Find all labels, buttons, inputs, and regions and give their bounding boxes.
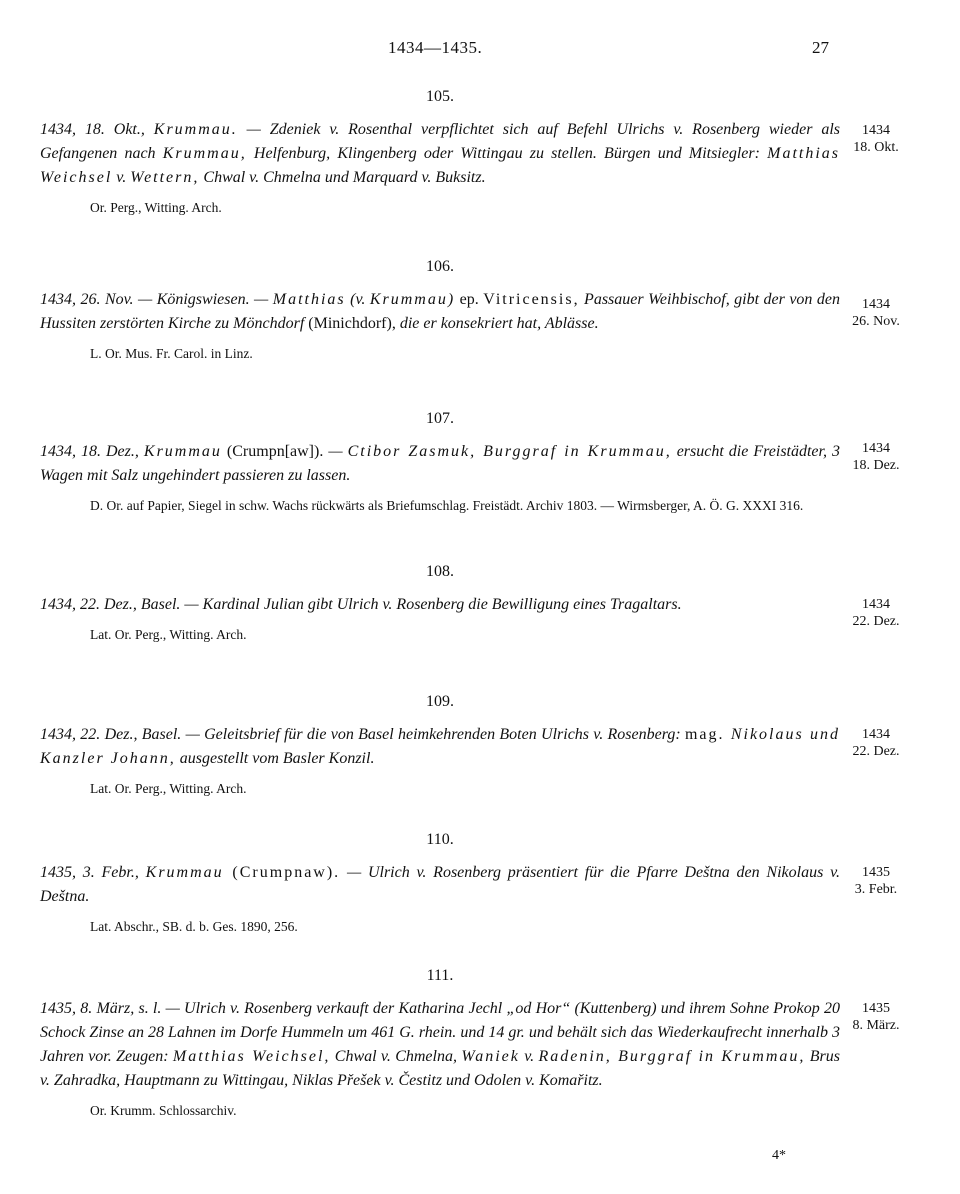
margin-day: 26. Nov. xyxy=(852,314,900,329)
regest-text xyxy=(40,288,840,336)
upright-text: mag. xyxy=(684,726,731,743)
margin-date-110 xyxy=(846,864,906,898)
date-place: 1434, 26. Nov. — Königswiesen. — xyxy=(40,291,273,308)
regest-text xyxy=(40,723,840,771)
entry-106 xyxy=(40,258,840,363)
margin-date-105 xyxy=(846,122,906,156)
entry-109 xyxy=(40,693,840,798)
place-name: Krummau xyxy=(143,443,222,460)
source-note: Or. Perg., Witting. Arch. xyxy=(90,200,222,215)
entry-110 xyxy=(40,831,840,936)
person-name: Wettern, xyxy=(130,169,200,186)
person-name: Waniek xyxy=(461,1048,520,1065)
regest-fragment: ausgestellt vom Basler Konzil. xyxy=(175,750,375,767)
margin-year: 1435 xyxy=(862,1001,890,1016)
margin-day: 18. Okt. xyxy=(853,140,899,155)
regest-text xyxy=(40,118,840,190)
person-name: Ctibor Zasmuk, Burggraf in Krummau, xyxy=(347,443,672,460)
regest-fragment: Passauer Weihbischof, gibt der von den Hussiten zerstörten Kirche zu Mönchdorf xyxy=(40,291,840,332)
entry-number: 105. xyxy=(426,88,454,105)
place-name: Krummau. xyxy=(153,121,238,138)
margin-year: 1434 xyxy=(862,297,890,312)
person-name: Matthias Weichsel xyxy=(40,145,841,186)
sheet-signature: 4* xyxy=(772,1148,786,1163)
regest-fragment: Helfenburg, Klingenberg oder Wittingau zu stellen. Bürgen und Mitsiegler: xyxy=(246,145,768,162)
date-place: 1434, 18. Dez., xyxy=(40,443,144,460)
entry-105 xyxy=(40,88,840,217)
regest-text: 1434, 22. Dez., Basel. — Kardinal Julian gibt Ulrich v. Rosenberg die Bewilligung eines Tragaltars. xyxy=(40,596,682,613)
place-name: Krummau xyxy=(145,864,224,881)
margin-year: 1434 xyxy=(862,597,890,612)
upright-text: (Crumpn[aw]). xyxy=(221,443,324,460)
margin-date-108 xyxy=(846,596,906,630)
person-name: Nikolaus und Kanzler Johann, xyxy=(40,726,841,767)
regest-fragment: 1434, 22. Dez., Basel. — Geleitsbrief für die von Basel heimkehrenden Boten Ulrichs v. Rosenberg: xyxy=(40,726,685,743)
regest-fragment: — xyxy=(323,443,348,460)
margin-year: 1434 xyxy=(862,727,890,742)
entry-number: 111. xyxy=(426,967,454,984)
margin-year: 1434 xyxy=(862,123,890,138)
margin-day: 3. Febr. xyxy=(854,882,898,897)
regest-fragment: v. xyxy=(112,169,131,186)
regest-fragment: 1435, 8. März, s. l. — Ulrich v. Rosenberg verkauft der Katharina Jechl „od Hor“ (Kuttenberg) und ihrem Sohne Prokop 20 Schock Zinse an 28 Lahnen im Dorfe Hummeln um 461 G. rhein. und 14 gr. und behält sich das Wiederkaufrecht innerhalb 3 Jahren vor. Zeugen: xyxy=(40,1000,840,1065)
regest-fragment: Chwal v. Chmelna und Marquard v. Buksitz. xyxy=(199,169,486,186)
regest-fragment: (v. xyxy=(345,291,370,308)
entry-107 xyxy=(40,410,840,515)
margin-year: 1434 xyxy=(862,441,890,456)
running-head: 1434—1435. xyxy=(388,38,483,57)
regest-fragment: die er konsekriert hat, Ablässe. xyxy=(395,315,599,332)
regest-text xyxy=(40,440,840,488)
person-name: Radenin, Burggraf in Krummau, xyxy=(538,1048,806,1065)
margin-day: 22. Dez. xyxy=(852,744,900,759)
regest-fragment: ersucht die Freistädter, 3 Wagen mit Salz ungehindert passieren zu lassen. xyxy=(40,443,840,484)
regest-fragment: Chwal v. Chmelna, xyxy=(330,1048,462,1065)
regest-text xyxy=(40,861,840,909)
upright-text: ep. xyxy=(459,291,484,308)
source-note: Lat. Or. Perg., Witting. Arch. xyxy=(90,627,247,642)
margin-day: 18. Dez. xyxy=(852,458,900,473)
regest-fragment: — Zdeniek v. Rosenthal verpflichtet sich auf Befehl Ulrichs v. Rosenberg wieder als Gefangenen nach xyxy=(40,121,840,162)
place-name: Krummau) xyxy=(369,291,456,308)
margin-date-111 xyxy=(846,1000,906,1034)
margin-date-106 xyxy=(846,296,906,330)
entry-108 xyxy=(40,563,840,644)
source-note: Lat. Or. Perg., Witting. Arch. xyxy=(90,781,247,796)
regest-fragment: — Ulrich v. Rosenberg präsentiert für die Pfarre Deštna den Nikolaus v. Deštna. xyxy=(40,864,840,905)
regest-fragment: v. xyxy=(519,1048,539,1065)
person-name: Matthias xyxy=(272,291,346,308)
entry-number: 107. xyxy=(426,410,454,427)
upright-text: (Crumpnaw). xyxy=(223,864,341,881)
source-note: Lat. Abschr., SB. d. b. Ges. 1890, 256. xyxy=(90,919,298,934)
entry-number: 110. xyxy=(426,831,454,848)
upright-text: (Minichdorf), xyxy=(308,315,396,332)
source-note: D. Or. auf Papier, Siegel in schw. Wachs rückwärts als Briefumschlag. Freistädt. Archiv 1803. — Wirmsberger, A. Ö. G. XXXI 316. xyxy=(90,498,804,513)
entry-111 xyxy=(40,967,840,1120)
date-place: 1434, 18. Okt., xyxy=(40,121,154,138)
margin-date-107 xyxy=(846,440,906,474)
regest-text xyxy=(40,997,840,1093)
place-name: Krummau, xyxy=(162,145,247,162)
margin-day: 22. Dez. xyxy=(852,614,900,629)
margin-year: 1435 xyxy=(862,865,890,880)
page-number: 27 xyxy=(812,38,829,57)
source-note: Or. Krumm. Schlossarchiv. xyxy=(90,1103,237,1118)
entry-number: 109. xyxy=(426,693,454,710)
source-note: L. Or. Mus. Fr. Carol. in Linz. xyxy=(90,346,253,361)
margin-date-109 xyxy=(846,726,906,760)
entry-number: 108. xyxy=(426,563,454,580)
date-place: 1435, 3. Febr., xyxy=(40,864,146,881)
title-name: Vitricensis, xyxy=(483,291,580,308)
entry-number: 106. xyxy=(426,258,454,275)
regest-fragment: Brus v. Zahradka, Hauptmann zu Wittingau, Niklas Přešek v. Čestitz und Odolen v. Komařitz. xyxy=(40,1048,840,1089)
person-name: Matthias Weichsel, xyxy=(172,1048,331,1065)
margin-day: 8. März. xyxy=(852,1018,900,1033)
